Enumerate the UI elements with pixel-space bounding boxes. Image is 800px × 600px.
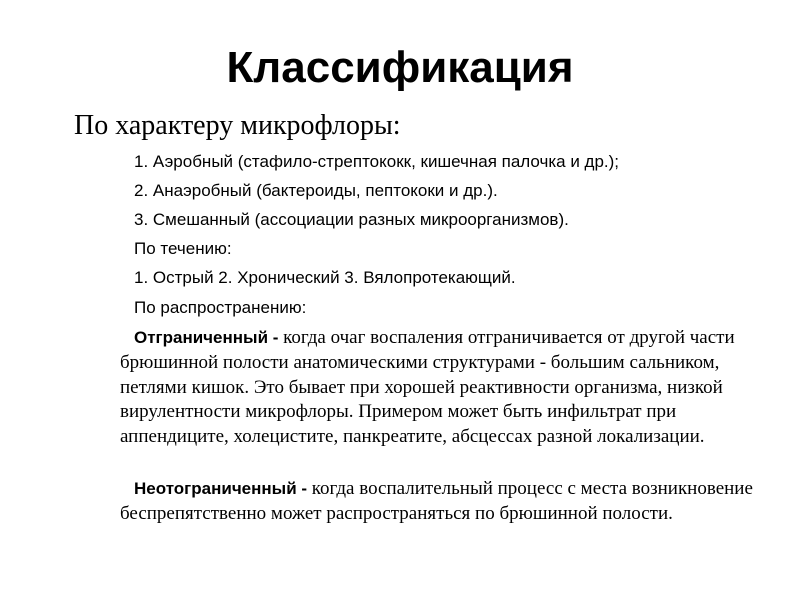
definition-unlimited: когда воспалительный процесс с места возникновение беспрепятственно может распространяться по брюшинной полости. [120, 478, 753, 524]
list-item-anaerobic: 2. Анаэробный (бактероиды, пептококи и др.). [134, 181, 498, 200]
list-item-mixed: 3. Смешанный (ассоциации разных микроорганизмов). [134, 210, 569, 229]
term-unlimited: Неотограниченный - [134, 479, 308, 498]
paragraph-limited [120, 326, 770, 450]
list-item-course: 1. Острый 2. Хронический 3. Вялопротекающий. [134, 268, 516, 287]
slide-title: Классификация [226, 43, 574, 92]
definition-limited: когда очаг воспаления отграничивается от другой части брюшинной полости анатомическими структурами - большим сальником, петлями кишок. Это бывает при хорошей реактивности организма, низкой вирулентности микрофлоры. Примером может быть инфильтрат при аппендиците, холецистите, панкреатите, абсцессах разной локализации. [120, 327, 735, 448]
section-heading-spread: По распространению: [134, 298, 307, 317]
section-heading-course: По течению: [134, 239, 232, 258]
list-item-aerobic: 1. Аэробный (стафило-стрептококк, кишечная палочка и др.); [134, 152, 620, 171]
paragraph-unlimited [120, 477, 770, 527]
term-limited: Отграниченный - [134, 328, 279, 347]
section-heading-microflora: По характеру микрофлоры: [74, 110, 401, 141]
